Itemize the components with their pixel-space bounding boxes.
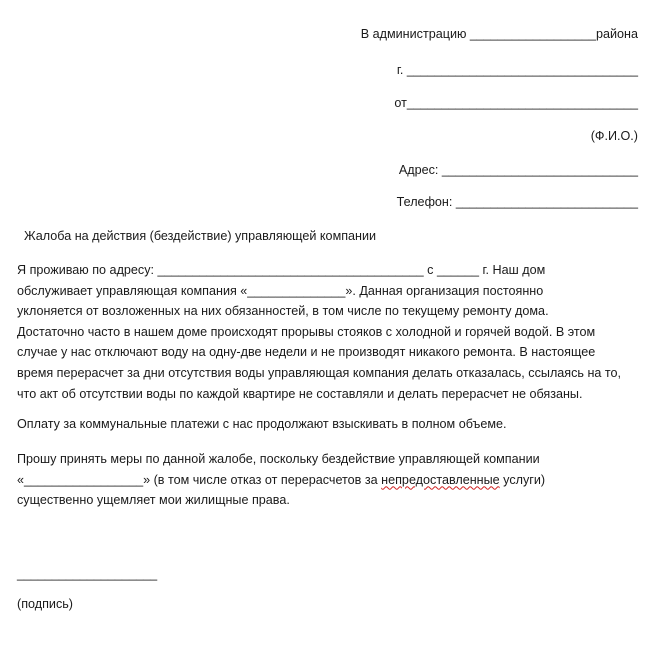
paragraph-1 (17, 260, 647, 404)
paragraph-3 (17, 449, 647, 511)
paragraph-3-line: существенно ущемляет мои жилищные права. (17, 493, 290, 508)
paragraph-1-line: что акт об отсутствии воды по каждой квартире не составляли и делать перерасчет не обязаны. (17, 386, 583, 401)
header-city: г. _________________________________ (396, 63, 638, 77)
header-recipient: В администрацию __________________района (360, 27, 638, 41)
paragraph-1-line: случае у нас отключают воду на одну-две недели и не производят никакого ремонта. В настоящее (17, 345, 596, 360)
paragraph-1-line: Достаточно часто в нашем доме происходят прорывы стояков с холодной и горячей водой. В этом (17, 324, 596, 339)
signature-line: ____________________ (17, 567, 158, 581)
document-title: Жалоба на действия (бездействие) управляющей компании (24, 229, 377, 243)
header-from: от_________________________________ (394, 96, 638, 110)
spellcheck-underlined-word: непредоставленные (381, 472, 500, 487)
paragraph-2 (17, 414, 647, 435)
header-fio: (Ф.И.О.) (590, 129, 638, 143)
paragraph-1-line: время перерасчет за дни отсутствия воды управляющая компания делать отказалась, ссылаясь на то, (17, 365, 622, 380)
paragraph-3-text: «_________________» (в том числе отказ от перерасчетов за (17, 472, 382, 487)
paragraph-1-line: Я проживаю по адресу: ______________________________________ с ______ г. Наш дом (17, 263, 546, 277)
paragraph-2-line: Оплату за коммунальные платежи с нас продолжают взыскивать в полном объеме. (17, 417, 507, 431)
paragraph-1-line: уклоняется от возложенных на них обязанностей, в том числе по текущему ремонту дома. (17, 304, 549, 319)
header-phone: Телефон: __________________________ (396, 195, 638, 209)
paragraph-3-line (17, 470, 647, 491)
paragraph-1-line: обслуживает управляющая компания «______________». Данная организация постоянно (17, 283, 544, 298)
paragraph-3-text: услуги) (499, 472, 546, 487)
paragraph-3-line: Прошу принять меры по данной жалобе, поскольку бездействие управляющей компании (17, 452, 540, 466)
signature-label: (подпись) (17, 597, 73, 611)
header-address: Адрес: ____________________________ (398, 163, 638, 177)
